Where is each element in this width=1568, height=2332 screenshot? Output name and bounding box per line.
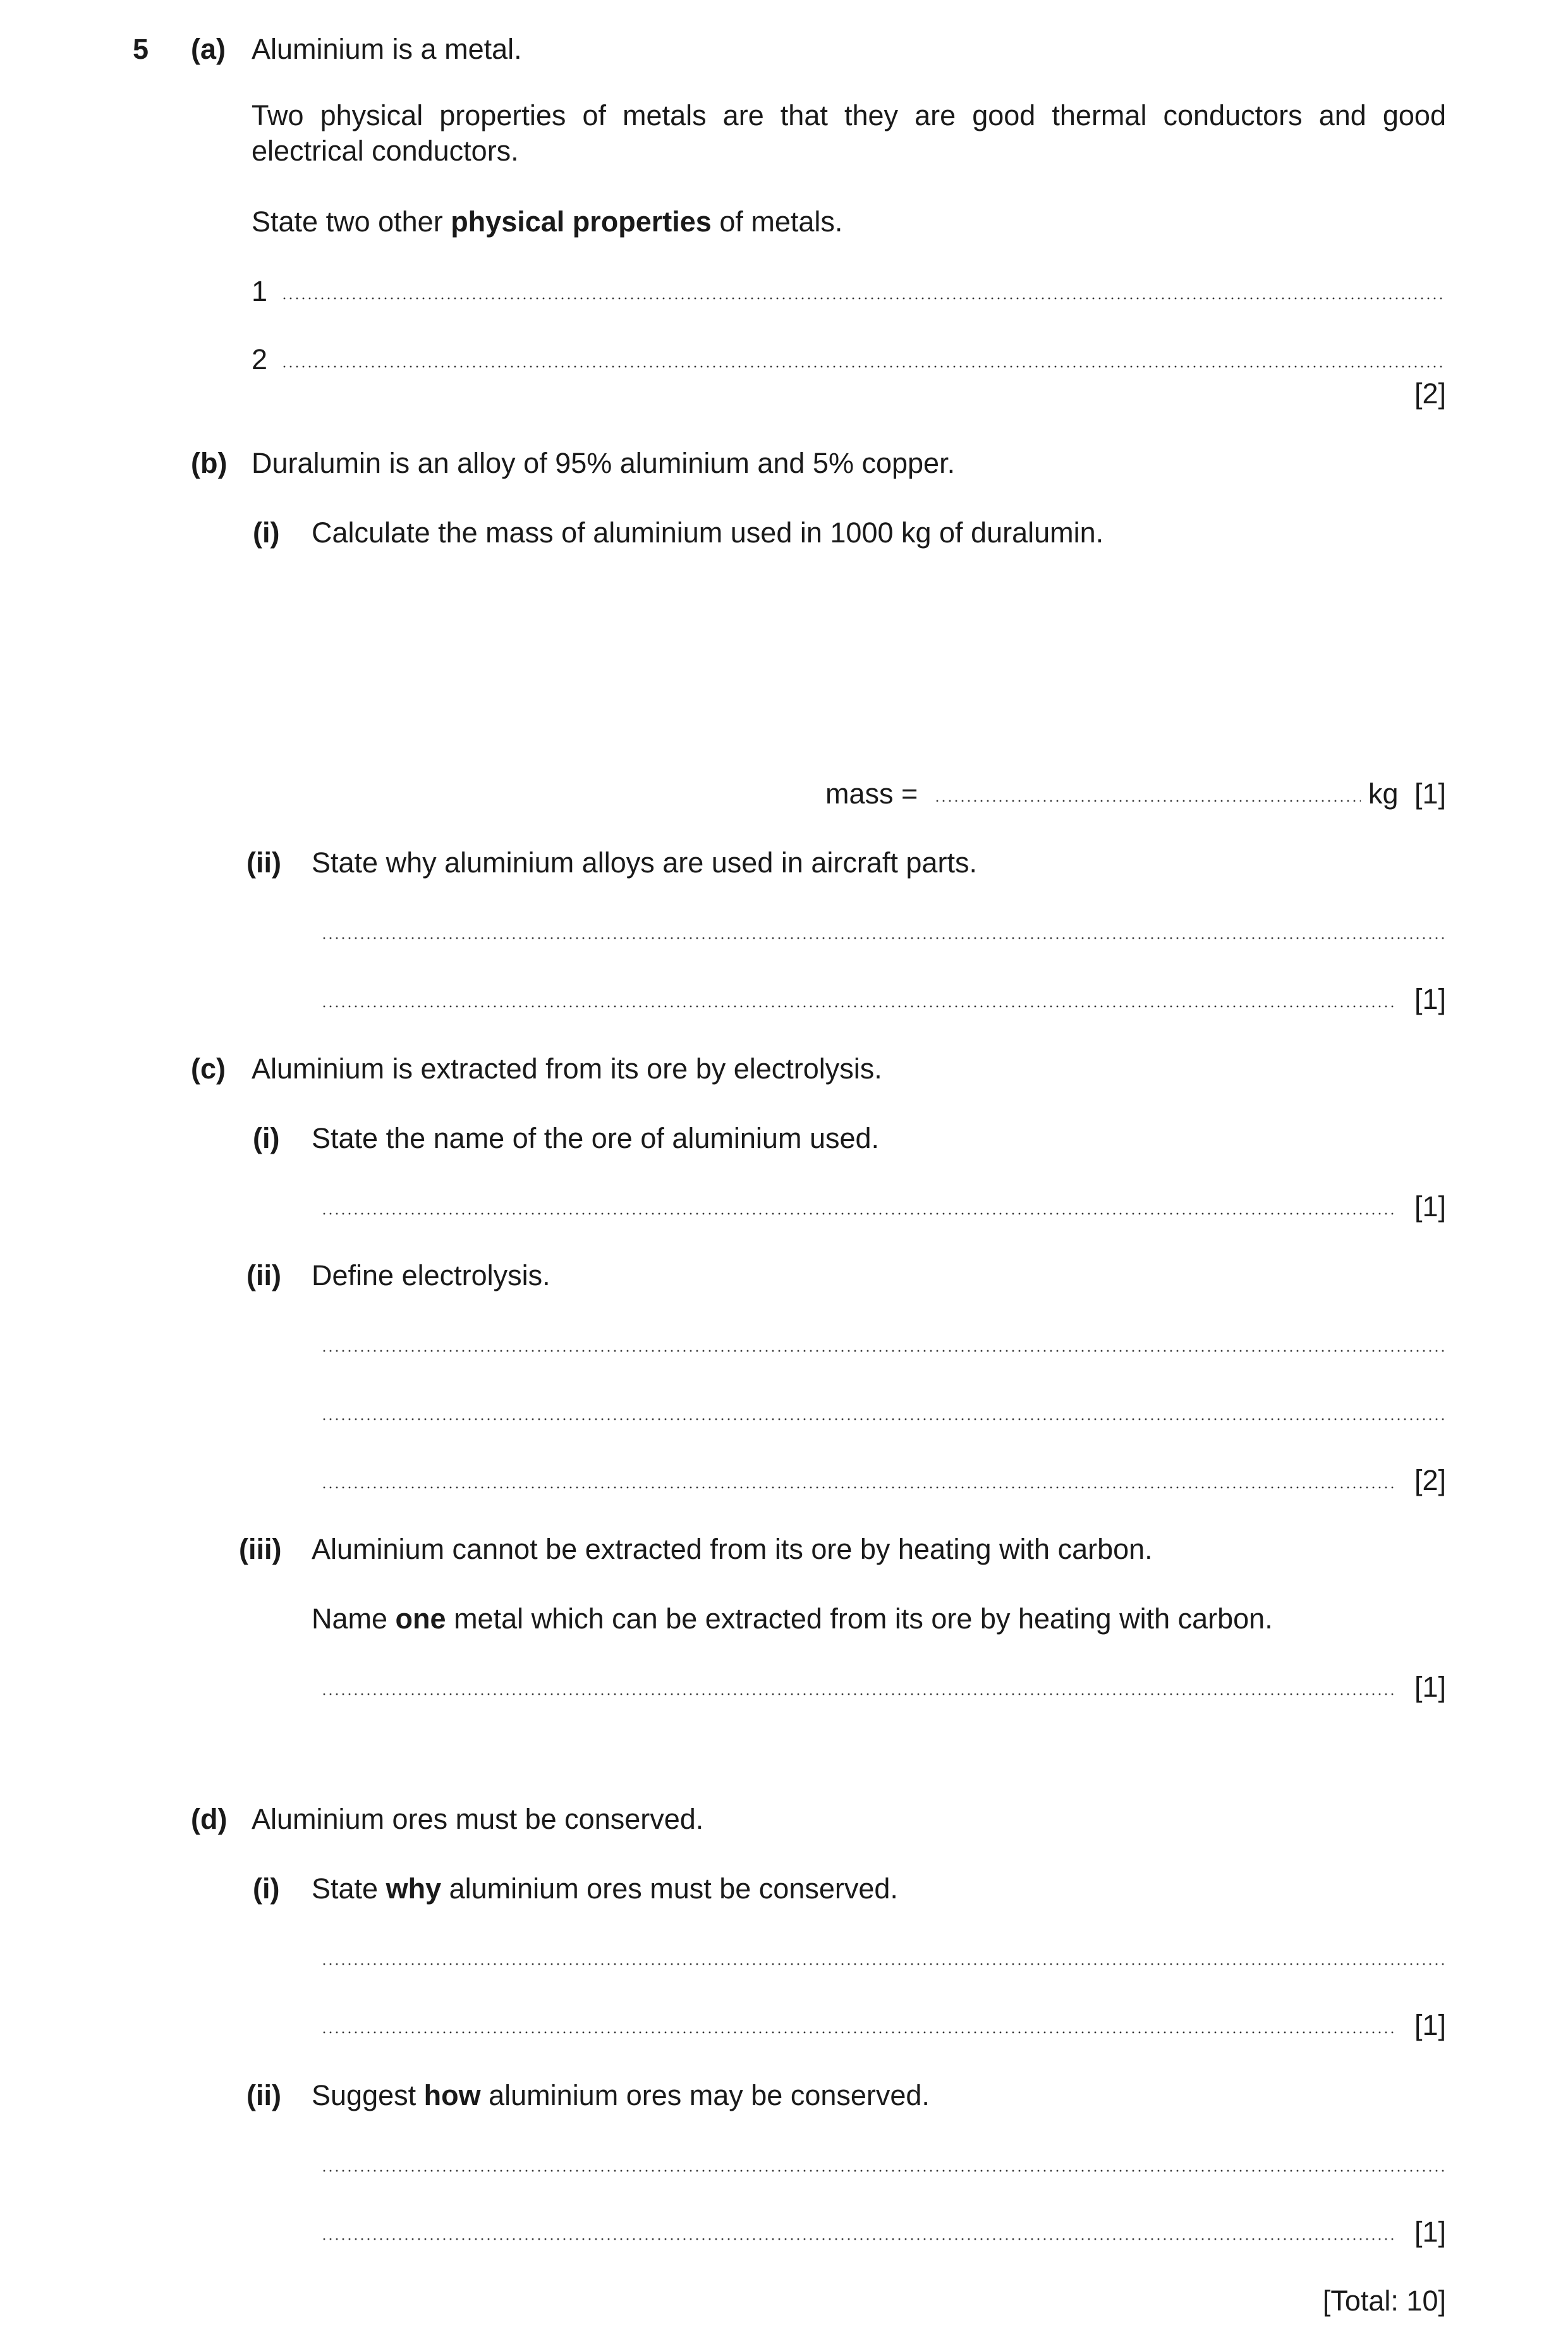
part-c-iii-answer-line[interactable] <box>321 1693 1395 1695</box>
part-a-intro: Aluminium is a metal. <box>252 33 522 65</box>
part-c-ii-answer-line-3[interactable] <box>321 1486 1395 1489</box>
part-c-ii-label: (ii) <box>246 1259 281 1291</box>
part-b-ii-marks: [1] <box>1414 983 1446 1015</box>
part-c-iii-label: (iii) <box>239 1533 282 1565</box>
mass-unit: kg <box>1368 778 1399 810</box>
part-c-iii-marks: [1] <box>1414 1671 1446 1703</box>
answer-line-2-number: 2 <box>252 343 268 375</box>
part-d-i-question: State why aluminium ores must be conserved. <box>312 1872 898 1905</box>
part-b-label: (b) <box>191 447 228 479</box>
part-b-ii-label: (ii) <box>246 846 281 879</box>
part-a-question: State two other physical properties of metals. <box>252 205 843 238</box>
question-number: 5 <box>133 33 149 65</box>
part-d-ii-marks: [1] <box>1414 2216 1446 2248</box>
part-b-ii-question: State why aluminium alloys are used in aircraft parts. <box>312 846 977 879</box>
part-b-intro: Duralumin is an alloy of 95% aluminium and 5% copper. <box>252 447 956 479</box>
part-c-ii-marks: [2] <box>1414 1464 1446 1496</box>
part-d-ii-question: Suggest how aluminium ores may be conserved. <box>312 2079 930 2111</box>
part-d-i-answer-line-2[interactable] <box>321 2031 1395 2034</box>
total-marks: [Total: 10] <box>1322 2285 1446 2317</box>
part-d-ii-label: (ii) <box>246 2079 281 2111</box>
part-b-i-question: Calculate the mass of aluminium used in 1000 kg of duralumin. <box>312 516 1104 549</box>
part-c-intro: Aluminium is extracted from its ore by electrolysis. <box>252 1053 882 1085</box>
answer-line-1-number: 1 <box>252 275 268 307</box>
part-c-ii-answer-line-1[interactable] <box>321 1350 1446 1352</box>
part-a-label: (a) <box>191 33 226 65</box>
part-c-i-label: (i) <box>253 1122 280 1154</box>
part-b-ii-answer-line-2[interactable] <box>321 1005 1395 1008</box>
part-c-i-marks: [1] <box>1414 1190 1446 1223</box>
part-d-i-label: (i) <box>253 1872 280 1905</box>
part-c-ii-answer-line-2[interactable] <box>321 1418 1446 1420</box>
part-d-ii-answer-line-2[interactable] <box>321 2238 1395 2240</box>
part-d-intro: Aluminium ores must be conserved. <box>252 1803 704 1835</box>
answer-line-1[interactable] <box>281 297 1446 300</box>
part-d-ii-answer-line-1[interactable] <box>321 2170 1446 2172</box>
part-d-i-marks: [1] <box>1414 2009 1446 2041</box>
mass-answer-line[interactable] <box>934 800 1361 802</box>
part-b-i-marks: [1] <box>1414 778 1446 810</box>
part-c-i-answer-line[interactable] <box>321 1212 1395 1215</box>
part-c-ii-question: Define electrolysis. <box>312 1259 550 1291</box>
part-c-iii-statement: Aluminium cannot be extracted from its ore by heating with carbon. <box>312 1533 1153 1565</box>
part-b-i-label: (i) <box>253 516 280 549</box>
part-c-iii-question: Name one metal which can be extracted from its ore by heating with carbon. <box>312 1602 1273 1635</box>
part-a-info: Two physical properties of metals are that they are good thermal conductors and good electrical conductors. <box>252 99 1446 167</box>
mass-label: mass = <box>825 778 918 810</box>
part-d-i-answer-line-1[interactable] <box>321 1963 1446 1965</box>
part-c-label: (c) <box>191 1053 226 1085</box>
part-b-ii-answer-line-1[interactable] <box>321 937 1446 939</box>
part-a-marks: [2] <box>1414 377 1446 410</box>
part-c-i-question: State the name of the ore of aluminium used. <box>312 1122 880 1154</box>
answer-line-2[interactable] <box>281 365 1446 368</box>
part-d-label: (d) <box>191 1803 228 1835</box>
